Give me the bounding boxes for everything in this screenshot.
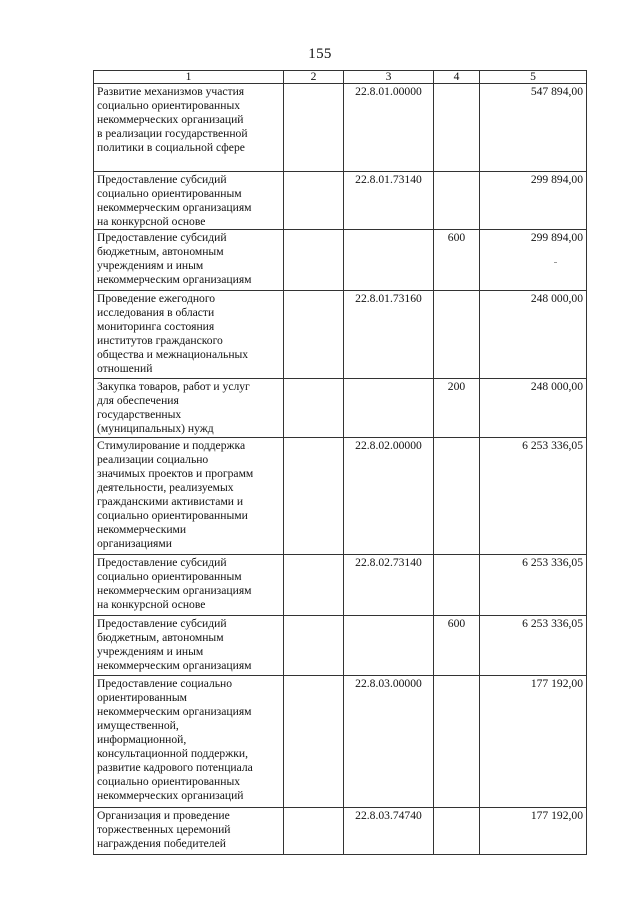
row-amount: 299 894,00 (480, 230, 587, 291)
row-expense-type (434, 172, 480, 230)
row-code: 22.8.02.00000 (344, 438, 434, 555)
row-program (284, 291, 344, 379)
row-amount: 6 253 336,05 (480, 438, 587, 555)
row-code (344, 379, 434, 438)
table-row (94, 438, 587, 555)
row-program (284, 808, 344, 855)
row-code (344, 230, 434, 291)
table-row (94, 230, 587, 291)
row-amount: 177 192,00 (480, 676, 587, 808)
row-expense-type (434, 84, 480, 172)
row-code: 22.8.03.74740 (344, 808, 434, 855)
column-header: 2 (284, 71, 344, 84)
row-amount: 177 192,00 (480, 808, 587, 855)
column-header: 4 (434, 71, 480, 84)
scan-mark (554, 262, 557, 263)
row-program (284, 438, 344, 555)
row-amount: 248 000,00 (480, 379, 587, 438)
row-expense-type (434, 676, 480, 808)
table-row (94, 84, 587, 172)
row-code: 22.8.01.00000 (344, 84, 434, 172)
row-code: 22.8.01.73140 (344, 172, 434, 230)
row-amount: 6 253 336,05 (480, 555, 587, 616)
row-name: Предоставление субсидий бюджетным, автономным учреждениям и иным некоммерческим организациям (94, 230, 284, 291)
row-name: Развитие механизмов участия социально ориентированных некоммерческих организаций в реализации государственной политики в социальной сфере (94, 84, 284, 172)
table-row (94, 808, 587, 855)
table-row (94, 172, 587, 230)
row-amount: 299 894,00 (480, 172, 587, 230)
table-row (94, 676, 587, 808)
row-program (284, 616, 344, 676)
row-expense-type (434, 438, 480, 555)
column-header: 3 (344, 71, 434, 84)
row-name: Предоставление субсидий бюджетным, автономным учреждениям и иным некоммерческим организациям (94, 616, 284, 676)
row-expense-type: 600 (434, 230, 480, 291)
row-amount: 248 000,00 (480, 291, 587, 379)
row-expense-type (434, 555, 480, 616)
table-row (94, 616, 587, 676)
row-name: Закупка товаров, работ и услуг для обеспечения государственных (муниципальных) нужд (94, 379, 284, 438)
column-header: 5 (480, 71, 587, 84)
table-header-row (94, 71, 587, 84)
row-code: 22.8.01.73160 (344, 291, 434, 379)
row-name: Предоставление субсидий социально ориентированным некоммерческим организациям на конкурсной основе (94, 172, 284, 230)
column-header: 1 (94, 71, 284, 84)
row-amount: 6 253 336,05 (480, 616, 587, 676)
row-amount: 547 894,00 (480, 84, 587, 172)
page-number: 155 (308, 46, 332, 62)
table-row (94, 379, 587, 438)
row-program (284, 84, 344, 172)
table-row (94, 291, 587, 379)
row-code: 22.8.03.00000 (344, 676, 434, 808)
table-row (94, 555, 587, 616)
row-program (284, 555, 344, 616)
row-name: Организация и проведение торжественных церемоний награждения победителей (94, 808, 284, 855)
row-program (284, 676, 344, 808)
row-expense-type (434, 808, 480, 855)
row-name: Стимулирование и поддержка реализации социально значимых проектов и программ деятельности, реализуемых гражданскими активистами и социально ориентированными некоммерческими организациями (94, 438, 284, 555)
row-code (344, 616, 434, 676)
row-code: 22.8.02.73140 (344, 555, 434, 616)
budget-table (93, 70, 587, 855)
row-name: Предоставление социально ориентированным некоммерческим организациям имущественной, информационной, консультационной поддержки, развитие кадрового потенциала социально ориентированных некоммерческих организаций (94, 676, 284, 808)
row-program (284, 172, 344, 230)
row-program (284, 379, 344, 438)
budget-table-body (94, 71, 587, 855)
row-program (284, 230, 344, 291)
row-expense-type (434, 291, 480, 379)
row-expense-type: 200 (434, 379, 480, 438)
row-name: Предоставление субсидий социально ориентированным некоммерческим организациям на конкурсной основе (94, 555, 284, 616)
row-expense-type: 600 (434, 616, 480, 676)
row-name: Проведение ежегодного исследования в области мониторинга состояния институтов гражданского общества и межнациональных отношений (94, 291, 284, 379)
